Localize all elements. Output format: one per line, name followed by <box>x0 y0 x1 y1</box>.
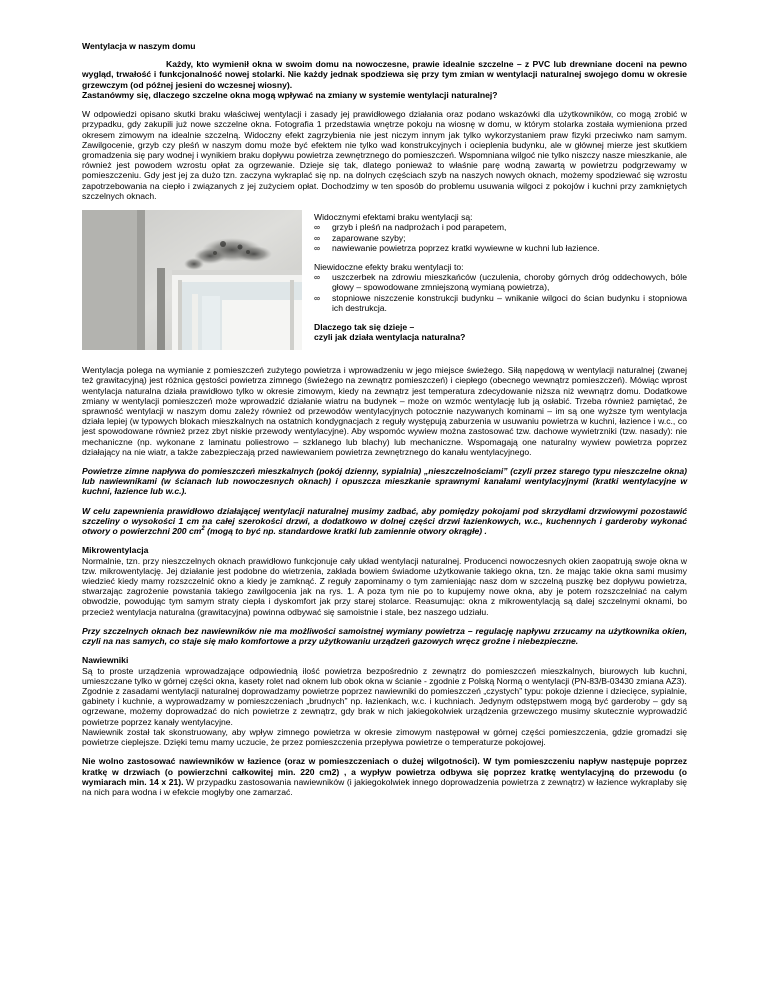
vents-paragraph-3: Nawiewnik został tak skonstruowany, aby wpływ zimnego powietrza w okresie zimowym następował w górnej części pomieszczenia, gdzie gromadzi się powietrze cieplejsze. Dzięki temu mamy uczucie, że przez pomieszczenia przepływa powietrze o temperaturze pokojowej. <box>82 726 687 748</box>
visible-effects-heading: Widocznymi efektami braku wentylacji są: <box>314 212 473 223</box>
intro-question: Zastanówmy się, dlaczego szczelne okna mogą wpływać na zmiany w systemie wentylacji naturalnej? <box>82 89 498 100</box>
micro-paragraph: Normalnie, tzn. przy nieszczelnych oknach prawidłowo funkcjonuje cały układ wentylacji naturalnej. Producenci nowoczesnych okien zaopatrują swoje okna w tzw. mikrowentylację. Jej działanie jest podobne do wietrzenia, zakłada bowiem świadome użytkowanie takiego okna, tzn. że mając takie okna sami musimy wiedzieć kiedy mamy rozszczelnić okno a kiedy je zamknąć. Z reguły zapominamy o tym zamieniając nasz dom w szczelną puszkę bez dopływu powietrza, stwarzając zagrożenie powstania takiego zawilgocenia jak na rys. 1. A poza tym nie po to kupujemy nowe okna, aby je potem rozszczelniać na całym obwodzie, powodując tym samym straty ciepła i dyskomfort jak przy starej stolarce. Reasumując: okna z mikrowentylacją są dalej szczelnymi oknami, bo przecież wentylacja naturalna (grawitacyjna) powinna odbywać się samoistnie i stale, bez naszego udziału. <box>82 555 687 617</box>
bathroom-paragraph <box>82 756 687 797</box>
bullet-infinity-icon: ∞ <box>314 242 321 253</box>
bathroom-bold: Nie wolno zastosować nawiewników w łazience (oraz w pomieszczeniach o dużej wilgotności). W tym pomieszczeniu napływ następuje poprzez kratkę w drzwiach (o powierzchni całkowitej min. 220 cm2) , a wypływ powietrza odbywa się poprzez kratkę wentylacyjną do przewodu (o wymiarach min. 14 x 21). <box>82 756 687 787</box>
emphasis-cold-air: Powietrze zimne napływa do pomieszczeń mieszkalnych (pokój dzienny, sypialnia) „nieszczelnościami” (czyli przez starego typu nieszczelne okna) lub nawiewnikami (w ścianach lub nowoczesnych oknach) i opuszcza mieszkanie sprawnymi kanałami wentylacyjnymi (kratki wentylacyjne w kuchni, łazience lub w.c.). <box>82 466 687 497</box>
intro-paragraph <box>82 59 687 100</box>
document-page <box>82 39 687 797</box>
visible-effects-list <box>314 222 687 253</box>
bullet-infinity-icon: ∞ <box>314 272 321 283</box>
bullet-infinity-icon: ∞ <box>314 222 321 233</box>
document-title: Wentylacja w naszym domu <box>82 41 196 51</box>
bathroom-normal: W przypadku zastosowania nawiewników (i jakiegokolwiek innego doprowadzenia powietrza z zewnątrz) w łazience wykraplaby się na nich para wodna i w efekcie mogłyby one zamarzać. <box>82 776 687 797</box>
micro-heading: Mikrowentylacja <box>82 545 149 556</box>
emphasis-no-vents: Przy szczelnych oknach bez nawiewników nie ma możliwości samoistnej wymiany powietrza – regulację napływu zrzucamy na użytkownika okien, czyli na nas samych, co staje się mało komfortowe a przy użytkowaniu urządzeń gazowych wręcz groźne i niebezpieczne. <box>82 625 687 647</box>
vents-heading: Nawiewniki <box>82 655 129 666</box>
invisible-effects-list <box>314 272 687 313</box>
list-item: ∞ nawiewanie powietrza poprzez kratki wywiewne w kuchni lub łazience. <box>314 242 600 253</box>
figure-row <box>82 210 687 360</box>
vents-paragraph-1: Są to proste urządzenia wprowadzające odpowiednią ilość powietrza bezpośrednio z zewnątrz do pomieszczeń mieszkalnych, biurowych lub kuchni, umieszczane tylko w górnej części okna, kasety rolet nad oknem lub obok okna w ścianie - zgodnie z Polską Normą o wentylacji (PN-83/B-03430 zmiana AZ3). <box>82 665 687 686</box>
effects-column <box>314 212 687 342</box>
list-item: ∞ zaparowane szyby; <box>314 232 406 243</box>
list-item: ∞ stopniowe niszczenie konstrukcji budynku – wnikanie wilgoci do ścian budynku i stopniowa ich destrukcja. <box>314 292 687 313</box>
mold-window-photo <box>82 210 302 350</box>
paragraph-effects-intro: W odpowiedzi opisano skutki braku właściwej wentylacji i zasady jej prawidłowego działania oraz podano wskazówki dla użytkowników, co mogą zrobić w przypadku, gdy zakupili już nowe szczelne okna. Fotografia 1 przedstawia wnętrze pokoju na wiosnę w domu, w którym stolarka została wymieniona przed okresem zimowym na idealnie szczelną. Widoczny efekt zagrzybienia nie jest niczym innym jak tylko wykorzystaniem praw fizyki przeciwko nam samym. Zawilgocenie, grzyb czy pleśń w naszym domu może być efektem nie tylko wad konstrukcyjnych i ocieplenia budynku, ale w głównej mierze jest skutkiem gromadzenia się pary wodnej i wynikiem braku dopływu powietrza zewnętrznego do pomieszczeń. Wspomniana wilgoć nie tylko niszczy nasze mieszkanie, ale również jest powodem wzrostu opłat za ogrzewanie. Dzieje się tak, dlatego ponieważ to właśnie parę wodną zawartą w powietrzu podgrzewamy w pomieszczeniu. Gdy jest jej za dużo tzn. zaczyna wykraplać się np. na dolnych częściach szyb na naszych nowych oknach, możemy spodziewać się wzrostu zapotrzebowania na ciepło i związanych z jej zużyciem opłat. Dochodzimy w ten sposób do problemu usuwania wilgoci z pokojów i kuchni przy zamkniętych szczelnych oknach. <box>82 109 687 201</box>
why-heading: Dlaczego tak się dzieje – czyli jak działa wentylacja naturalna? <box>314 322 466 343</box>
invisible-effects-heading: Niewidoczne efekty braku wentylacji to: <box>314 261 464 272</box>
vents-paragraph-2: Zgodnie z zasadami wentylacji naturalnej doprowadzamy powietrze poprzez nawiewniki do pomieszczeń „czystych” typu: pokoje dzienne i dziecięce, sypialnie, gabinety i kuchnie, a wyprowadzamy w pomieszczeniach „brudnych” np. łazienkach, w.c. i kuchniach. Jedynym odstępstwem mogą być garderoby – gdy są ogrzewane, możemy doprowadzać do nich powietrze z zewnątrz, gdy brak w nich jakiegokolwiek urządzenia grzewczego musimy skutecznie wyprowadzić powietrze poprzez kanały wentylacyjne. <box>82 685 687 727</box>
list-item: ∞ uszczerbek na zdrowiu mieszkańców (uczulenia, choroby górnych dróg oddechowych, bóle głowy – spowodowane zmniejszoną wymianą powietrza), <box>314 272 687 293</box>
paragraph-natural-ventilation: Wentylacja polega na wymianie z pomieszczeń zużytego powietrza i wprowadzeniu w jego miejsce świeżego. Siłą napędową w wentylacji naturalnej (zwanej też grawitacyjną) jest różnica gęstości powietrza zimnego (świeżego na zewnątrz pomieszczeń) i ciepłego (obecnego wewnątrz pomieszczeń). Mówiąc wprost wentylacja naturalna działa prawidłowo tylko w okresie zimowym, kiedy na zewnątrz jest temperatura zdecydowanie niższa niż wewnątrz domu. Dodatkowe zmiany w wentylacji pomieszczeń może wprowadzić działanie wiatru na budynek – może on wzmóc wentylację lub ją osłabić. Trzeba również pamiętać, że sprawność wentylacji w naszym domu zależy również od przewodów wentylacyjnych potocznie nazywanych kominami – im są one wyższe tym wentylacja działa lepiej (w typowych blokach mieszkalnych na ostatnich kondygnacjach z reguły występują zaburzenia w usuwaniu powietrza w kuchni, łazience i w.c., co jest spowodowane również przez zbyt niskie przewody wentylacyjne). Aby wspomóc wywiew można zastosować tzw. dachowe wywietrzniki (tzw. nasady): nie mechaniczne (np. wykonane z laminatu poliestrowo – szklanego lub blachy) lub mechaniczne. Wspomagają one naturalny wywiew powietrza poprzez działający na nie wiatr, a także zabezpieczają przed nawiewaniem powietrza zewnętrznego do kanału wentylacyjnego. <box>82 365 687 457</box>
intro-lead: Każdy, kto wymienił okna w swoim domu na nowoczesne, prawie idealnie szczelne – z PVC lub drewniane doceni na pewno wygląd, trwałość i funkcjonalność nowej stolarki. Nie każdy jednak spodziewa się przy tym zmian w wentylacji naturalnej swojego domu w okresie grzewczym (od późnej jesieni do wczesnej wiosny). <box>82 59 687 90</box>
bullet-infinity-icon: ∞ <box>314 232 321 243</box>
emphasis-door-gaps: W celu zapewnienia prawidłowo działającej wentylacji naturalnej musimy zadbać, aby pomiędzy pokojami pod skrzydłami drzwiowymi pozostawić szczeliny o wysokości 1 cm na całej szerokości drzwi, a dodatkowo w dolnej części drzwi łazienkowych, w.c., kuchennych i garderoby wykonać otwory o powierzchni 200 $cm^2$ (mogą to być np. standardowe kratki lub zamiennie otwory okrągłe) . <box>82 505 687 537</box>
list-item: ∞ grzyb i pleśń na nadprożach i pod parapetem, <box>314 222 507 233</box>
bullet-infinity-icon: ∞ <box>314 292 321 303</box>
